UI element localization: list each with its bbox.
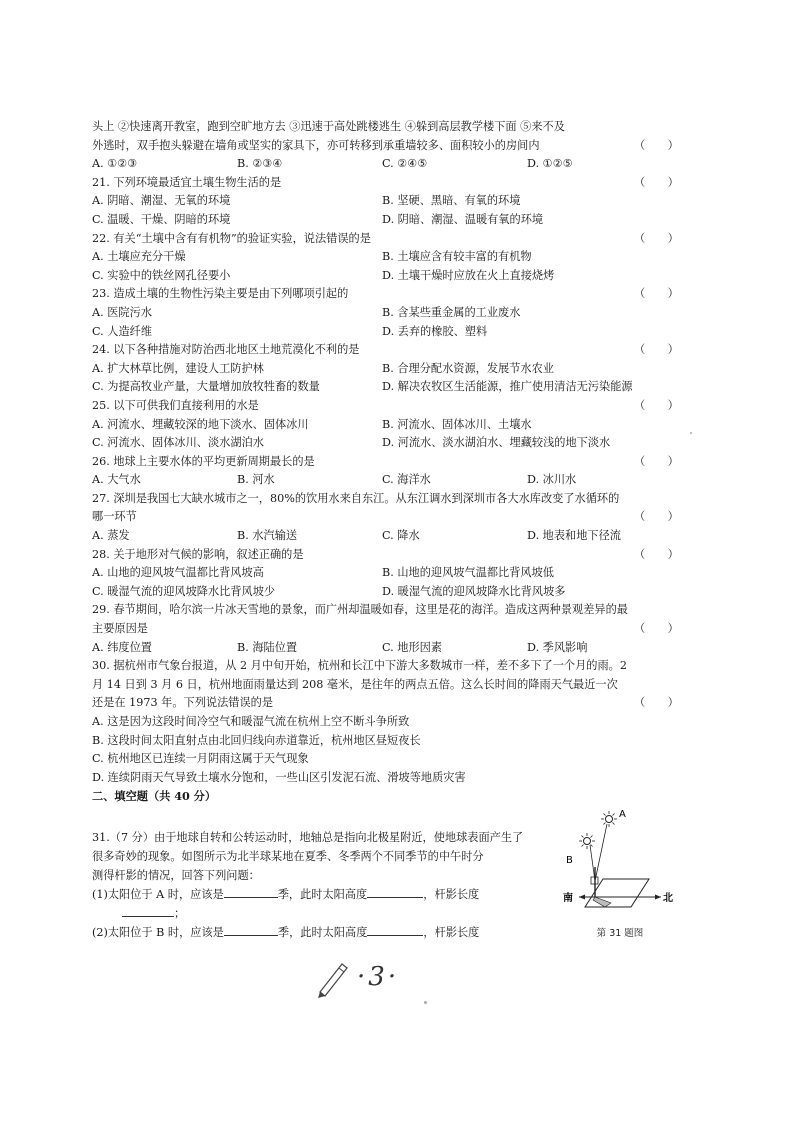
question-31-line-1 bbox=[92, 828, 552, 847]
intro-line-1 bbox=[92, 118, 672, 137]
option-a: A. ①②③ bbox=[92, 157, 138, 171]
question-27-line-1 bbox=[92, 490, 672, 509]
answer-paren: （ ） bbox=[634, 510, 679, 524]
question-25 bbox=[92, 397, 679, 416]
option-b: B. 河流水、固体冰川、土壤水 bbox=[382, 417, 532, 431]
question-29-options bbox=[92, 639, 672, 658]
question-25-options-ab bbox=[92, 416, 672, 435]
question-stem: 28. 关于地形对气候的影响，叙述正确的是 bbox=[92, 547, 304, 561]
intro-text-2: 外逃时，双手抱头躲避在墙角或坚实的家具下，亦可转移到承重墙较多、面积较小的房间内 bbox=[92, 138, 540, 152]
section-title-text: 二、填空题（共 40 分） bbox=[92, 789, 217, 804]
question-stem-cont: 主要原因是 bbox=[92, 622, 148, 636]
question-22-options-cd bbox=[92, 267, 672, 286]
option-d: D. 冰川水 bbox=[527, 473, 577, 487]
sub-question-1-cont bbox=[92, 904, 552, 923]
option-b: B. 海陆位置 bbox=[237, 640, 298, 654]
option-a bbox=[92, 713, 672, 732]
north-arrow bbox=[655, 895, 661, 900]
option-b: B. ②③④ bbox=[237, 157, 283, 171]
option-d: D. ①②⑤ bbox=[527, 157, 573, 171]
pole-shadow bbox=[593, 897, 611, 907]
page-number-text: ·3· bbox=[357, 962, 400, 992]
option-a: A. 纬度位置 bbox=[92, 640, 152, 654]
question-28-options-ab bbox=[92, 564, 672, 583]
option-c: C. 为提高牧业产量，大量增加放牧牲畜的数量 bbox=[92, 380, 320, 394]
sub-question-1-text-3: ，杆影长度 bbox=[423, 888, 480, 901]
answer-paren: （ ） bbox=[634, 622, 679, 636]
answer-paren: （ ） bbox=[634, 398, 679, 412]
option-a: A. 医院污水 bbox=[92, 305, 152, 319]
question-stem-cont: 哪一环节 bbox=[92, 510, 137, 524]
answer-paren: （ ） bbox=[634, 547, 679, 561]
question-stem: 26. 地球上主要水体的平均更新周期最长的是 bbox=[92, 454, 315, 468]
altitude-blank-2[interactable] bbox=[367, 923, 423, 936]
answer-paren: （ ） bbox=[634, 231, 679, 245]
question-26-options bbox=[92, 471, 672, 490]
ray-a bbox=[595, 824, 607, 881]
question-24-options-ab bbox=[92, 360, 672, 379]
question-31-line-3 bbox=[92, 866, 552, 885]
label-north: 北 bbox=[663, 893, 673, 904]
question-30-line-3 bbox=[92, 694, 679, 713]
question-27-line-2 bbox=[92, 508, 679, 527]
option-c: C. 河流水、固体冰川、淡水湖泊水 bbox=[92, 436, 264, 450]
option-b: B. 合理分配水资源，发展节水农业 bbox=[382, 361, 554, 375]
option-c: C. 人造纤维 bbox=[92, 324, 153, 338]
option-c: C. ②④⑤ bbox=[382, 157, 428, 171]
question-31-line-2 bbox=[92, 847, 552, 866]
sub-question-1-text-2: 季，此时太阳高度 bbox=[277, 888, 368, 901]
option-c: C. 降水 bbox=[382, 529, 420, 543]
option-d: D. 地表和地下径流 bbox=[527, 529, 621, 543]
option-d: D. 季风影响 bbox=[527, 640, 588, 654]
answer-paren: （ ） bbox=[634, 175, 679, 189]
option-b: B. 河水 bbox=[237, 473, 275, 487]
question-21 bbox=[92, 174, 679, 193]
question-stem: 21. 下列环境最适宜土壤生物生活的是 bbox=[92, 175, 282, 189]
option-a: A. 山地的迎风坡气温都比背风坡高 bbox=[92, 566, 264, 580]
question-22 bbox=[92, 230, 679, 249]
option-c bbox=[92, 750, 672, 769]
question-stem: 22. 有关“土壤中含有有机物”的验证实验，说法错误的是 bbox=[92, 231, 371, 245]
question-list bbox=[92, 118, 679, 806]
figure-caption: 第 31 题图 bbox=[596, 928, 644, 939]
option-b: B. 坚硬、黑暗、有氧的环境 bbox=[382, 194, 521, 208]
question-26 bbox=[92, 453, 679, 472]
question-stem: 24. 以下各种措施对防治西北地区土地荒漠化不利的是 bbox=[92, 343, 360, 357]
option-a: A. 土壤应充分干燥 bbox=[92, 250, 186, 264]
question-23-options-cd bbox=[92, 323, 672, 342]
page-number bbox=[312, 958, 442, 1008]
option-b: B. 山地的迎风坡气温都比背风坡低 bbox=[382, 566, 554, 580]
answer-paren: （ ） bbox=[634, 696, 679, 710]
option-c: C. 暖湿气流的迎风坡降水比背风坡少 bbox=[92, 584, 276, 598]
sun-b-icon bbox=[579, 833, 595, 849]
page-number-value: 3 bbox=[368, 962, 388, 992]
sub-question-2-text: (2)太阳位于 B 时，应该是 bbox=[92, 926, 224, 939]
option-d: D. 土壤干燥时应放在火上直接烧烤 bbox=[382, 268, 555, 282]
scan-speck bbox=[424, 1001, 427, 1004]
option-c-text: C. 杭州地区已连续一月阴雨这属于天气现象 bbox=[92, 752, 309, 766]
question-21-options-ab bbox=[92, 192, 672, 211]
question-24 bbox=[92, 341, 679, 360]
scan-speck bbox=[690, 432, 692, 434]
sub-question-1 bbox=[92, 885, 552, 904]
option-b-text: B. 这段时间太阳直射点由北回归线向赤道靠近，杭州地区昼短夜长 bbox=[92, 733, 421, 747]
question-stem-cont: 测得杆影的情况，回答下列问题： bbox=[92, 869, 260, 882]
question-25-options-cd bbox=[92, 434, 672, 453]
sub-question-2-text-2: 季，此时太阳高度 bbox=[277, 926, 368, 939]
option-d: D. 丢弃的橡胶、塑料 bbox=[382, 324, 488, 338]
option-d: D. 解决农牧区生活能源，推广使用清洁无污染能源 bbox=[382, 380, 633, 394]
question-stem: 23. 造成土壤的生物性污染主要是由下列哪项引起的 bbox=[92, 287, 349, 301]
answer-paren: （ ） bbox=[634, 343, 679, 357]
sub-question-2 bbox=[92, 923, 552, 942]
option-b: B. 含某些重金属的工业废水 bbox=[382, 305, 521, 319]
figure-31 bbox=[565, 805, 675, 945]
question-27-options bbox=[92, 527, 672, 546]
option-d: D. 暖湿气流的迎风坡降水比背风坡多 bbox=[382, 584, 566, 598]
question-stem: 25. 以下可供我们直接利用的水是 bbox=[92, 398, 259, 412]
pencil-icon bbox=[312, 958, 362, 998]
option-c: C. 实验中的铁丝网孔径要小 bbox=[92, 268, 231, 282]
sub-question-1-text: (1)太阳位于 A 时，应该是 bbox=[92, 888, 224, 901]
question-21-options-cd bbox=[92, 211, 672, 230]
sub-question-2-text-3: ，杆影长度 bbox=[423, 926, 480, 939]
question-stem: 27. 深圳是我国七大缺水城市之一，80%的饮用水来自东江。从东江调水到深圳市各大水库改变了水循环的 bbox=[92, 491, 620, 505]
sun-shadow-diagram bbox=[565, 805, 675, 930]
question-30-line-2 bbox=[92, 676, 672, 695]
question-28 bbox=[92, 546, 679, 565]
question-28-options-cd bbox=[92, 583, 672, 602]
option-b bbox=[92, 732, 672, 751]
question-23-options-ab bbox=[92, 304, 672, 323]
south-arrow bbox=[579, 895, 585, 900]
option-d: D. 河流水、淡水湖泊水、埋藏较浅的地下淡水 bbox=[382, 436, 611, 450]
label-b: B bbox=[566, 855, 573, 866]
question-22-options-ab bbox=[92, 248, 672, 267]
option-c: C. 地形因素 bbox=[382, 640, 443, 654]
question-31 bbox=[92, 828, 552, 942]
option-d-text: D. 连续阴雨天气导致土壤水分饱和，一些山区引发泥石流、滑坡等地质灾害 bbox=[92, 770, 466, 784]
answer-paren: （ ） bbox=[634, 287, 679, 301]
section-title bbox=[92, 787, 672, 806]
label-south: 南 bbox=[563, 893, 573, 904]
label-a: A bbox=[619, 809, 626, 820]
option-b: B. 水汽输送 bbox=[237, 529, 298, 543]
option-d bbox=[92, 769, 672, 788]
semicolon: ； bbox=[174, 907, 186, 920]
intro-text-1: 头上 ②快速离开教室，跑到空旷地方去 ③迅速于高处跳楼逃生 ④躲到高层教学楼下面 ⑤来不及 bbox=[92, 120, 565, 133]
option-a-text: A. 这是因为这段时间冷空气和暖湿气流在杭州上空不断斗争所致 bbox=[92, 715, 410, 728]
answer-paren: （ ） bbox=[634, 454, 679, 468]
season-blank-1[interactable] bbox=[224, 885, 278, 898]
sun-a-icon bbox=[601, 811, 617, 827]
option-c: C. 海洋水 bbox=[382, 473, 431, 487]
question-30-line-1 bbox=[92, 657, 672, 676]
question-stem-cont: 很多奇妙的现象。如图所示为北半球某地在夏季、冬季两个不同季节的中午时分 bbox=[92, 850, 484, 863]
option-c: C. 温暖、干燥、阴暗的环境 bbox=[92, 212, 231, 226]
answer-paren: （ ） bbox=[634, 138, 679, 152]
option-a: A. 蒸发 bbox=[92, 529, 130, 543]
intro-line-2 bbox=[92, 137, 679, 156]
question-stem: 30. 据杭州市气象台报道，从 2 月中旬开始，杭州和长江中下游大多数城市一样，差不多下了一个月的雨。2 bbox=[92, 659, 627, 673]
shadow-blank-1[interactable] bbox=[122, 904, 174, 917]
question-stem-cont: 还是在 1973 年。下列说法错误的是 bbox=[92, 696, 274, 710]
question-stem: 29. 春节期间，哈尔滨一片冰天雪地的景象，而广州却温暖如春，这里是花的海洋。造成这两种景观差异的最 bbox=[92, 603, 628, 617]
question-23 bbox=[92, 285, 679, 304]
season-blank-2[interactable] bbox=[224, 923, 278, 936]
option-a: A. 阴暗、潮湿、无氧的环境 bbox=[92, 194, 231, 208]
question-24-options-cd bbox=[92, 378, 672, 397]
option-d: D. 阴暗、潮湿、温暖有氧的环境 bbox=[382, 212, 544, 226]
option-a: A. 河流水、埋藏较深的地下淡水、固体冰川 bbox=[92, 417, 309, 431]
question-29-line-2 bbox=[92, 620, 679, 639]
question-29-line-1 bbox=[92, 601, 672, 620]
question-stem: 31.（7 分）由于地球自转和公转运动时，地轴总是指向北极星附近，使地球表面产生了 bbox=[92, 831, 524, 844]
intro-options bbox=[92, 155, 672, 174]
altitude-blank-1[interactable] bbox=[367, 885, 423, 898]
question-stem-cont: 月 14 日到 3 月 6 日，杭州地面雨量达到 208 毫米，是往年的两点五倍。这么长时间的降雨天气最近一次 bbox=[92, 677, 618, 691]
ray-b bbox=[590, 845, 595, 881]
option-a: A. 大气水 bbox=[92, 473, 141, 487]
option-a: A. 扩大林草比例，建设人工防护林 bbox=[92, 361, 264, 375]
option-b: B. 土壤应含有较丰富的有机物 bbox=[382, 250, 532, 264]
